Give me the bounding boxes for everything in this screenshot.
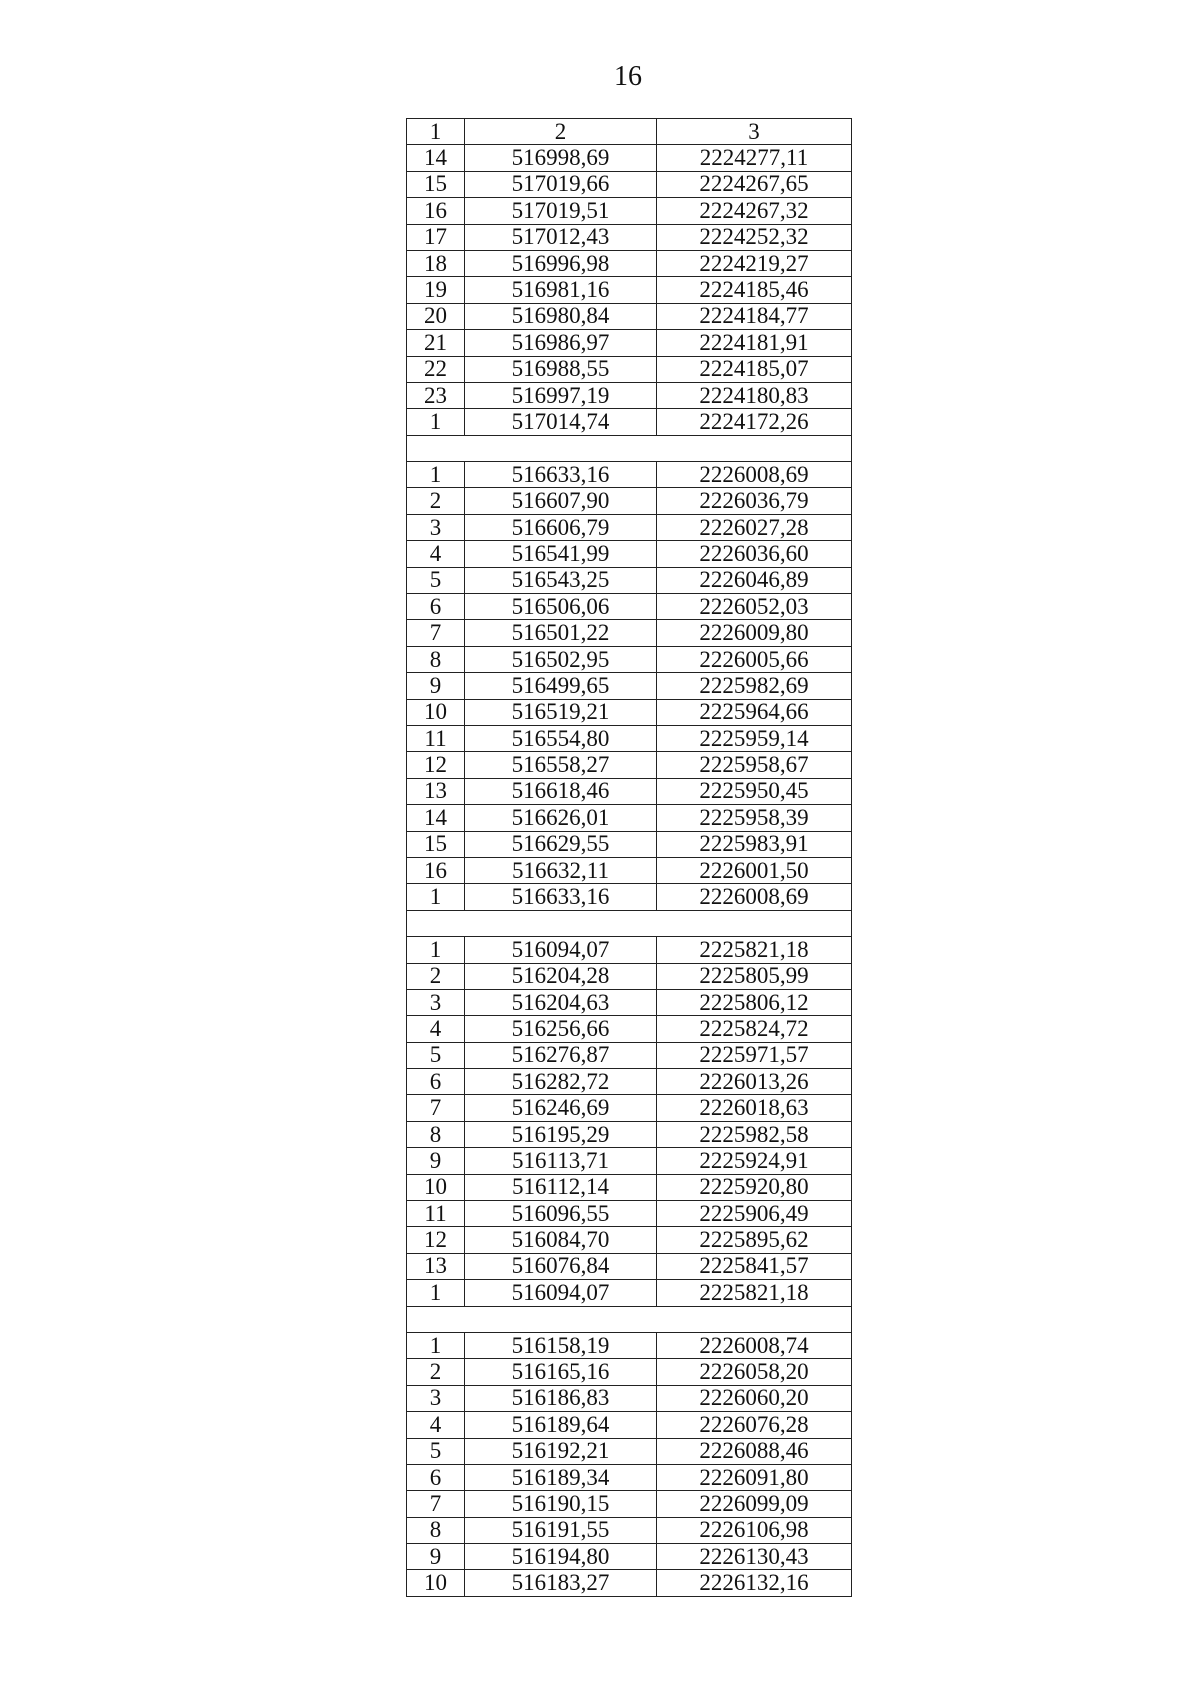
cell-point-number: 22 (407, 356, 465, 382)
cell-point-number: 5 (407, 567, 465, 593)
cell-x-coordinate: 516988,55 (465, 356, 657, 382)
table-row (407, 567, 852, 593)
table-row (407, 145, 852, 171)
cell-y-coordinate: 2226132,16 (657, 1570, 852, 1596)
cell-point-number: 20 (407, 303, 465, 329)
table-row (407, 937, 852, 963)
cell-x-coordinate: 516606,79 (465, 514, 657, 540)
cell-y-coordinate: 2226099,09 (657, 1491, 852, 1517)
cell-x-coordinate: 516499,65 (465, 673, 657, 699)
cell-x-coordinate: 516554,80 (465, 725, 657, 751)
cell-y-coordinate: 2225964,66 (657, 699, 852, 725)
table-header-row (407, 119, 852, 145)
cell-x-coordinate: 516282,72 (465, 1069, 657, 1095)
table-row (407, 171, 852, 197)
cell-y-coordinate: 2224185,07 (657, 356, 852, 382)
cell-x-coordinate: 516558,27 (465, 752, 657, 778)
table-row (407, 831, 852, 857)
cell-y-coordinate: 2224219,27 (657, 250, 852, 276)
table-row (407, 752, 852, 778)
cell-point-number: 14 (407, 145, 465, 171)
cell-x-coordinate: 516541,99 (465, 541, 657, 567)
cell-y-coordinate: 2226027,28 (657, 514, 852, 540)
table-row (407, 541, 852, 567)
table-row (407, 1069, 852, 1095)
cell-x-coordinate: 516096,55 (465, 1201, 657, 1227)
cell-point-number: 2 (407, 963, 465, 989)
cell-point-number: 8 (407, 1517, 465, 1543)
cell-y-coordinate: 2224277,11 (657, 145, 852, 171)
cell-y-coordinate: 2225806,12 (657, 989, 852, 1015)
cell-x-coordinate: 516094,07 (465, 937, 657, 963)
cell-point-number: 6 (407, 594, 465, 620)
table-row (407, 1491, 852, 1517)
cell-x-coordinate: 516112,14 (465, 1174, 657, 1200)
cell-x-coordinate: 516506,06 (465, 594, 657, 620)
cell-x-coordinate: 516076,84 (465, 1253, 657, 1279)
cell-point-number: 16 (407, 198, 465, 224)
cell-point-number: 10 (407, 699, 465, 725)
cell-y-coordinate: 2224185,46 (657, 277, 852, 303)
cell-point-number: 9 (407, 673, 465, 699)
cell-x-coordinate: 516998,69 (465, 145, 657, 171)
group-separator-cell (407, 435, 852, 461)
table-row (407, 514, 852, 540)
cell-y-coordinate: 2225821,18 (657, 1280, 852, 1306)
cell-x-coordinate: 516194,80 (465, 1544, 657, 1570)
cell-y-coordinate: 2225982,69 (657, 673, 852, 699)
cell-y-coordinate: 2225805,99 (657, 963, 852, 989)
table-row (407, 224, 852, 250)
cell-y-coordinate: 2226106,98 (657, 1517, 852, 1543)
table-row (407, 409, 852, 435)
cell-y-coordinate: 2225821,18 (657, 937, 852, 963)
cell-point-number: 2 (407, 488, 465, 514)
cell-x-coordinate: 516980,84 (465, 303, 657, 329)
table-row (407, 1016, 852, 1042)
cell-x-coordinate: 516189,34 (465, 1464, 657, 1490)
cell-y-coordinate: 2226052,03 (657, 594, 852, 620)
table-row (407, 1359, 852, 1385)
cell-x-coordinate: 516626,01 (465, 805, 657, 831)
group-separator-row (407, 435, 852, 461)
page-number: 16 (614, 61, 642, 92)
table-row (407, 1280, 852, 1306)
cell-point-number: 7 (407, 620, 465, 646)
table-row (407, 198, 852, 224)
cell-y-coordinate: 2225895,62 (657, 1227, 852, 1253)
table-row (407, 594, 852, 620)
table-row (407, 857, 852, 883)
cell-point-number: 12 (407, 752, 465, 778)
cell-point-number: 21 (407, 330, 465, 356)
cell-x-coordinate: 517019,51 (465, 198, 657, 224)
cell-point-number: 18 (407, 250, 465, 276)
table-row (407, 989, 852, 1015)
cell-point-number: 7 (407, 1491, 465, 1517)
table-row (407, 646, 852, 672)
cell-y-coordinate: 2224172,26 (657, 409, 852, 435)
cell-x-coordinate: 516632,11 (465, 857, 657, 883)
table-row (407, 462, 852, 488)
cell-y-coordinate: 2224184,77 (657, 303, 852, 329)
table-row (407, 1570, 852, 1596)
cell-point-number: 9 (407, 1148, 465, 1174)
cell-point-number: 8 (407, 646, 465, 672)
cell-y-coordinate: 2226008,69 (657, 462, 852, 488)
cell-y-coordinate: 2226091,80 (657, 1464, 852, 1490)
cell-point-number: 23 (407, 382, 465, 408)
cell-point-number: 1 (407, 884, 465, 910)
cell-point-number: 8 (407, 1121, 465, 1147)
cell-y-coordinate: 2226018,63 (657, 1095, 852, 1121)
cell-y-coordinate: 2225982,58 (657, 1121, 852, 1147)
table-row (407, 1332, 852, 1358)
cell-y-coordinate: 2225920,80 (657, 1174, 852, 1200)
cell-y-coordinate: 2225950,45 (657, 778, 852, 804)
cell-y-coordinate: 2226060,20 (657, 1385, 852, 1411)
cell-y-coordinate: 2224267,32 (657, 198, 852, 224)
cell-point-number: 13 (407, 1253, 465, 1279)
group-separator-row (407, 1306, 852, 1332)
table-row (407, 277, 852, 303)
cell-x-coordinate: 516084,70 (465, 1227, 657, 1253)
header-cell-point: 1 (407, 119, 465, 145)
cell-y-coordinate: 2226008,69 (657, 884, 852, 910)
table-row (407, 488, 852, 514)
cell-x-coordinate: 516519,21 (465, 699, 657, 725)
cell-point-number: 10 (407, 1570, 465, 1596)
table-row (407, 963, 852, 989)
table-row (407, 382, 852, 408)
cell-x-coordinate: 516165,16 (465, 1359, 657, 1385)
table-row (407, 699, 852, 725)
table-row (407, 356, 852, 382)
cell-point-number: 1 (407, 409, 465, 435)
cell-y-coordinate: 2225924,91 (657, 1148, 852, 1174)
cell-y-coordinate: 2226058,20 (657, 1359, 852, 1385)
table-row (407, 1412, 852, 1438)
cell-x-coordinate: 516633,16 (465, 462, 657, 488)
cell-x-coordinate: 516633,16 (465, 884, 657, 910)
table-row (407, 673, 852, 699)
cell-y-coordinate: 2226005,66 (657, 646, 852, 672)
cell-point-number: 14 (407, 805, 465, 831)
cell-x-coordinate: 516183,27 (465, 1570, 657, 1596)
cell-x-coordinate: 516276,87 (465, 1042, 657, 1068)
table-row (407, 805, 852, 831)
cell-point-number: 3 (407, 989, 465, 1015)
cell-y-coordinate: 2226046,89 (657, 567, 852, 593)
group-separator-cell (407, 910, 852, 936)
cell-y-coordinate: 2226009,80 (657, 620, 852, 646)
cell-x-coordinate: 516543,25 (465, 567, 657, 593)
cell-y-coordinate: 2226076,28 (657, 1412, 852, 1438)
cell-y-coordinate: 2224267,65 (657, 171, 852, 197)
cell-x-coordinate: 516996,98 (465, 250, 657, 276)
cell-point-number: 17 (407, 224, 465, 250)
cell-x-coordinate: 516113,71 (465, 1148, 657, 1174)
table-row (407, 1438, 852, 1464)
cell-point-number: 15 (407, 171, 465, 197)
cell-point-number: 3 (407, 514, 465, 540)
cell-x-coordinate: 516195,29 (465, 1121, 657, 1147)
table-row (407, 884, 852, 910)
table-row (407, 1385, 852, 1411)
cell-y-coordinate: 2225971,57 (657, 1042, 852, 1068)
cell-point-number: 13 (407, 778, 465, 804)
cell-x-coordinate: 516246,69 (465, 1095, 657, 1121)
table-row (407, 1095, 852, 1121)
table-row (407, 1201, 852, 1227)
cell-point-number: 19 (407, 277, 465, 303)
cell-point-number: 9 (407, 1544, 465, 1570)
cell-point-number: 4 (407, 541, 465, 567)
cell-point-number: 6 (407, 1069, 465, 1095)
cell-x-coordinate: 516190,15 (465, 1491, 657, 1517)
cell-x-coordinate: 517014,74 (465, 409, 657, 435)
table-row (407, 330, 852, 356)
cell-y-coordinate: 2226008,74 (657, 1332, 852, 1358)
table-row (407, 1227, 852, 1253)
cell-point-number: 12 (407, 1227, 465, 1253)
cell-y-coordinate: 2226013,26 (657, 1069, 852, 1095)
cell-point-number: 1 (407, 462, 465, 488)
group-separator-cell (407, 1306, 852, 1332)
cell-x-coordinate: 516502,95 (465, 646, 657, 672)
table-row (407, 1148, 852, 1174)
table-row (407, 1121, 852, 1147)
cell-x-coordinate: 516607,90 (465, 488, 657, 514)
table-row (407, 303, 852, 329)
cell-x-coordinate: 516256,66 (465, 1016, 657, 1042)
cell-point-number: 15 (407, 831, 465, 857)
cell-point-number: 11 (407, 725, 465, 751)
cell-y-coordinate: 2225824,72 (657, 1016, 852, 1042)
cell-point-number: 4 (407, 1016, 465, 1042)
cell-x-coordinate: 516186,83 (465, 1385, 657, 1411)
coordinates-table (406, 118, 852, 1597)
cell-y-coordinate: 2226001,50 (657, 857, 852, 883)
cell-point-number: 4 (407, 1412, 465, 1438)
cell-x-coordinate: 516192,21 (465, 1438, 657, 1464)
cell-point-number: 1 (407, 1332, 465, 1358)
cell-x-coordinate: 517019,66 (465, 171, 657, 197)
cell-y-coordinate: 2224181,91 (657, 330, 852, 356)
cell-y-coordinate: 2225958,39 (657, 805, 852, 831)
table-row (407, 778, 852, 804)
cell-y-coordinate: 2225959,14 (657, 725, 852, 751)
cell-point-number: 16 (407, 857, 465, 883)
cell-x-coordinate: 516501,22 (465, 620, 657, 646)
cell-point-number: 2 (407, 1359, 465, 1385)
cell-y-coordinate: 2225841,57 (657, 1253, 852, 1279)
table-row (407, 1544, 852, 1570)
cell-x-coordinate: 516629,55 (465, 831, 657, 857)
cell-point-number: 6 (407, 1464, 465, 1490)
cell-y-coordinate: 2226130,43 (657, 1544, 852, 1570)
cell-point-number: 10 (407, 1174, 465, 1200)
cell-point-number: 5 (407, 1438, 465, 1464)
header-cell-x: 2 (465, 119, 657, 145)
table-row (407, 620, 852, 646)
cell-y-coordinate: 2224252,32 (657, 224, 852, 250)
cell-x-coordinate: 517012,43 (465, 224, 657, 250)
cell-y-coordinate: 2225906,49 (657, 1201, 852, 1227)
cell-point-number: 1 (407, 1280, 465, 1306)
cell-point-number: 5 (407, 1042, 465, 1068)
table-row (407, 1042, 852, 1068)
cell-y-coordinate: 2226036,60 (657, 541, 852, 567)
cell-x-coordinate: 516204,63 (465, 989, 657, 1015)
cell-x-coordinate: 516618,46 (465, 778, 657, 804)
cell-point-number: 11 (407, 1201, 465, 1227)
coordinates-table-body (407, 119, 852, 1597)
table-row (407, 725, 852, 751)
cell-x-coordinate: 516997,19 (465, 382, 657, 408)
cell-point-number: 7 (407, 1095, 465, 1121)
cell-y-coordinate: 2224180,83 (657, 382, 852, 408)
cell-y-coordinate: 2225983,91 (657, 831, 852, 857)
cell-x-coordinate: 516204,28 (465, 963, 657, 989)
group-separator-row (407, 910, 852, 936)
header-cell-y: 3 (657, 119, 852, 145)
cell-y-coordinate: 2226088,46 (657, 1438, 852, 1464)
table-row (407, 1174, 852, 1200)
cell-point-number: 1 (407, 937, 465, 963)
table-row (407, 1464, 852, 1490)
cell-point-number: 3 (407, 1385, 465, 1411)
table-row (407, 250, 852, 276)
table-row (407, 1517, 852, 1543)
cell-x-coordinate: 516191,55 (465, 1517, 657, 1543)
cell-x-coordinate: 516158,19 (465, 1332, 657, 1358)
cell-x-coordinate: 516981,16 (465, 277, 657, 303)
cell-y-coordinate: 2226036,79 (657, 488, 852, 514)
cell-x-coordinate: 516986,97 (465, 330, 657, 356)
cell-x-coordinate: 516094,07 (465, 1280, 657, 1306)
cell-y-coordinate: 2225958,67 (657, 752, 852, 778)
table-row (407, 1253, 852, 1279)
cell-x-coordinate: 516189,64 (465, 1412, 657, 1438)
